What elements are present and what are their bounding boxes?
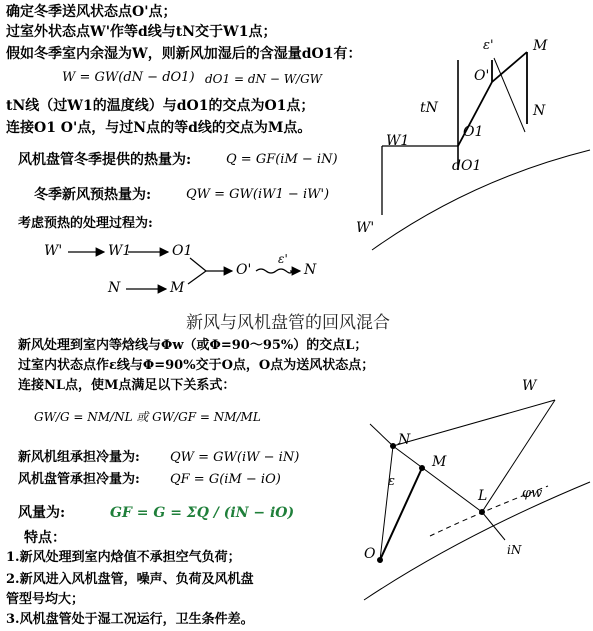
line-epsilon	[494, 58, 525, 132]
proc-w1: W1	[108, 243, 132, 259]
process-label: 考虑预热的处理过程为:	[18, 216, 153, 231]
heat-formula: Q = GF(iM − iN)	[226, 152, 338, 167]
psychro-diagram-1	[372, 52, 590, 250]
merge-top	[190, 258, 206, 271]
merge-bottom	[188, 271, 206, 284]
diag1-epsilon: ε'	[483, 38, 494, 53]
line-l-w	[482, 400, 555, 512]
step-outdoor-point: 过室外状态点W'作等d线与tN交于W1点；	[6, 24, 277, 40]
diag2-o: O	[364, 546, 376, 562]
line-o-m	[380, 468, 422, 560]
feature-2b: 管型号均大；	[6, 592, 85, 607]
diag2-in: iN	[507, 543, 522, 557]
diag1-tn: tN	[420, 100, 438, 116]
step-humidity: 假如冬季室内余湿为W，则新风加湿后的含湿量dO1有：	[6, 46, 362, 62]
fcu-label: 风机盘管承担冷量为:	[18, 472, 140, 487]
wavy-arrow-o-n	[256, 269, 292, 273]
feature-1: 1.新风处理到室内焓值不承担空气负荷；	[6, 550, 241, 565]
feature-3: 3.风机盘管处于湿工况运行，卫生条件差。	[6, 612, 254, 627]
diag1-w1: W1	[386, 133, 410, 149]
proc-o-prime: O'	[236, 262, 252, 278]
proc-epsilon: ε'	[278, 252, 288, 266]
diag2-l: L	[478, 488, 488, 504]
preheat-formula: QW = GW(iW1 − iW')	[186, 187, 330, 202]
curve-saturation-2	[364, 482, 590, 600]
proc-w-prime: W'	[44, 243, 63, 259]
diag2-phi-w: φw	[522, 486, 543, 501]
step-send-point: 确定冬季送风状态点O'点；	[6, 4, 177, 20]
diag2-n: N	[398, 432, 411, 448]
fresh-unit-formula: QW = GW(iW − iN)	[170, 450, 300, 465]
line-o1-oprime	[458, 82, 492, 146]
air-volume-formula: GF = G = ΣQ / (iN − iO)	[110, 505, 295, 521]
proc-n-end: N	[304, 262, 317, 278]
mix-step-2: 过室内状态点作ε线与Φ=90%交于O点，O点为送风状态点；	[18, 358, 375, 373]
section-title: 新风与风机盘管的回风混合	[186, 313, 390, 333]
step-o1-point: tN线（过W1的温度线）与dO1的交点为O1点；	[6, 98, 315, 114]
proc-o1: O1	[172, 243, 193, 259]
curve-saturation-1	[372, 150, 590, 250]
feature-2a: 2.新风进入风机盘管，噪声、负荷及风机盘	[6, 572, 254, 587]
diag1-o1: O1	[463, 124, 484, 140]
mix-step-3: 连接NL点，使M点满足以下关系式：	[18, 378, 236, 393]
ratio-formula: GW/G = NM/NL 或 GW/GF = NM/ML	[34, 410, 261, 424]
proc-n: N	[108, 280, 121, 296]
features-label: 特点：	[24, 530, 66, 546]
diag1-n: N	[533, 103, 546, 119]
proc-m: M	[170, 280, 185, 296]
formula-w: W = GW(dN − dO1)	[62, 70, 195, 85]
mix-step-1: 新风处理到室内等焓线与Φw（或Φ=90～95%）的交点L；	[18, 338, 368, 353]
diagram2-points	[377, 443, 488, 563]
diag1-m: M	[533, 38, 548, 54]
diag2-w: W	[522, 378, 537, 394]
preheat-label: 冬季新风预热量为:	[34, 187, 152, 203]
formula-do1: dO1 = dN − W/GW	[205, 72, 322, 86]
line-epsilon-2	[380, 446, 393, 560]
heat-label: 风机盘管冬季提供的热量为:	[18, 152, 192, 168]
diag1-o-prime: O'	[474, 68, 490, 84]
fresh-unit-label: 新风机组承担冷量为:	[18, 450, 140, 465]
fcu-formula: QF = G(iM − iO)	[170, 472, 281, 487]
psychro-diagram-2	[364, 400, 590, 600]
step-m-point: 连接O1 O'点，与过N点的等d线的交点为M点。	[6, 120, 312, 136]
process-flow	[68, 252, 300, 289]
line-n-w	[393, 400, 555, 446]
air-volume-label: 风量为:	[18, 505, 66, 521]
diag1-w-prime: W'	[356, 220, 375, 236]
diag1-do1: dO1	[452, 158, 482, 174]
diag2-m: M	[432, 454, 447, 470]
diag2-epsilon: ε	[388, 474, 395, 489]
